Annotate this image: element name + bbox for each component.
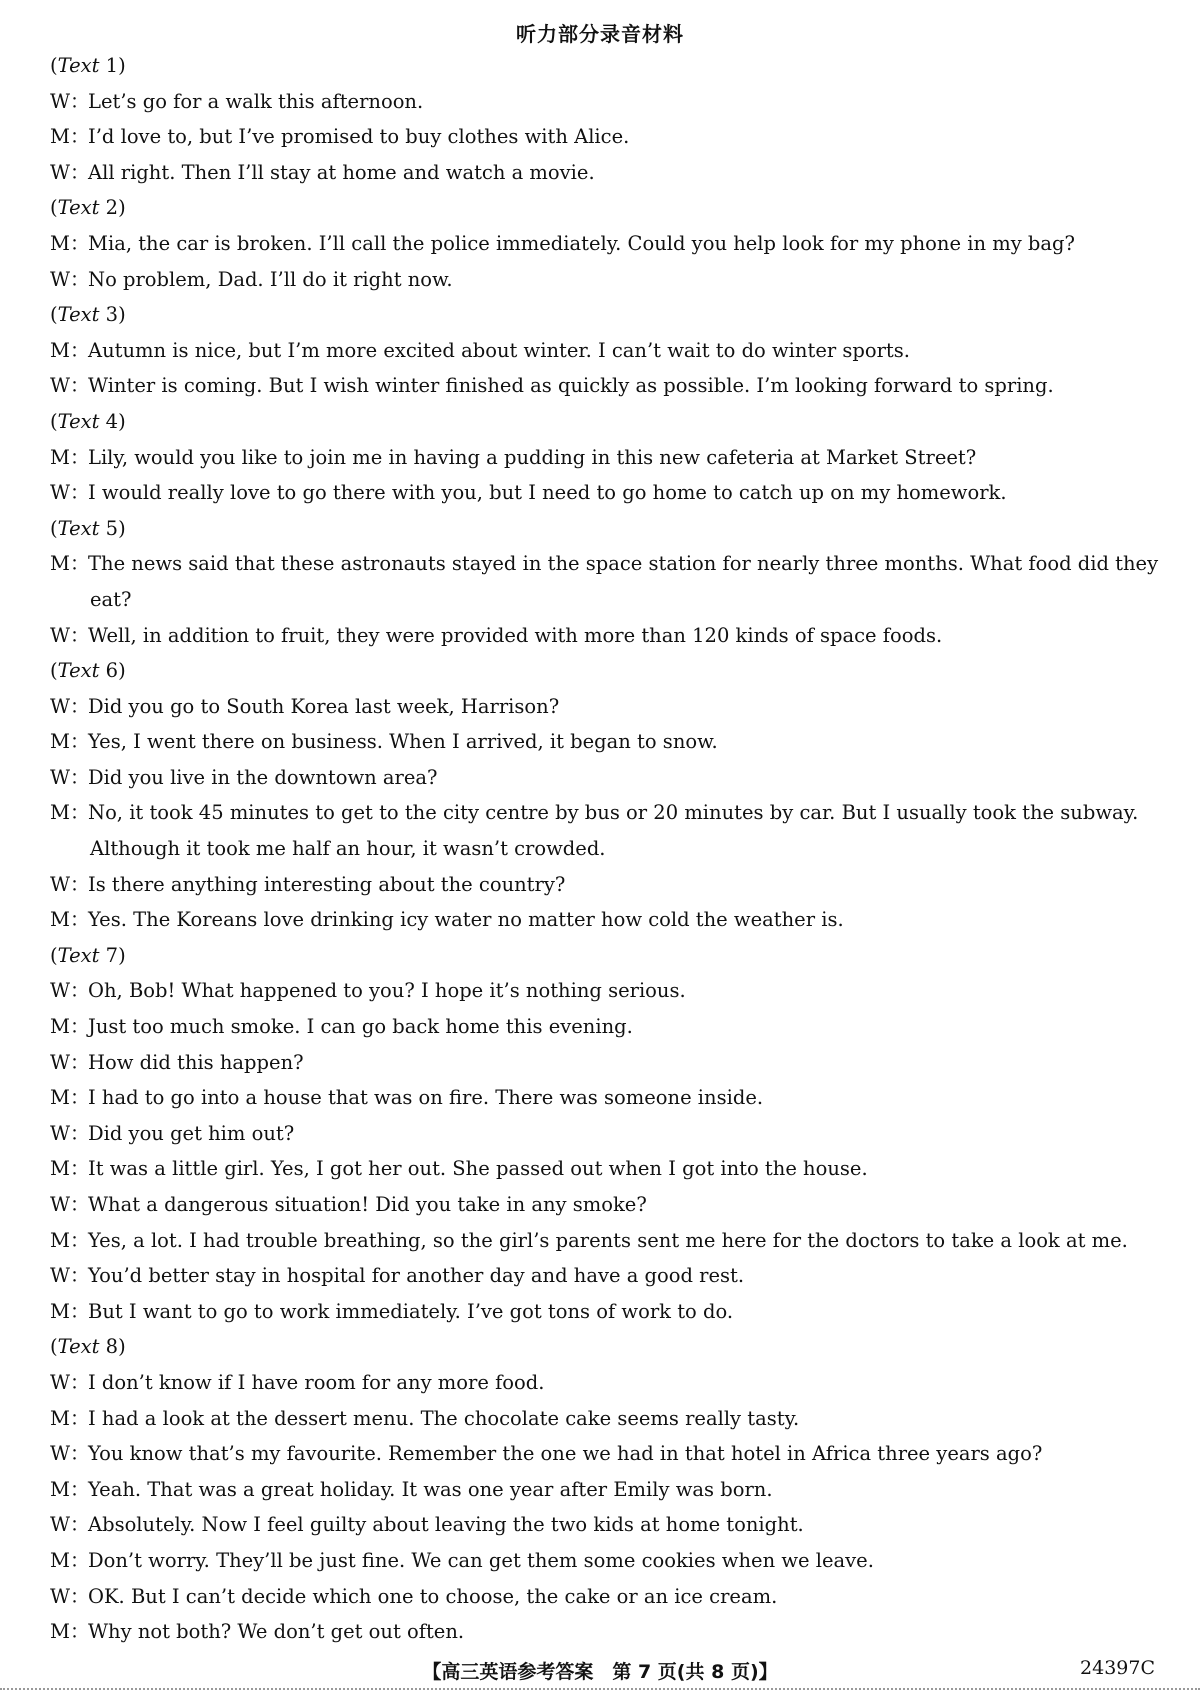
speaker-label: W： xyxy=(50,979,90,1003)
dialogue-line xyxy=(50,1472,1160,1508)
dialogue-text: Yes, a lot. I had trouble breathing, so the girl’s parents sent me here for the doctors to take a look at me. xyxy=(88,1228,1128,1252)
heading-label: Text xyxy=(57,196,100,220)
heading-number: 2) xyxy=(99,196,126,220)
dialogue-text: You know that’s my favourite. Remember the one we had in that hotel in Africa three years ago? xyxy=(88,1442,1043,1466)
speaker-label: M： xyxy=(50,1086,90,1110)
page-title: 听力部分录音材料 xyxy=(516,22,684,46)
heading-label: Text xyxy=(57,516,100,540)
dialogue-line xyxy=(50,1507,1160,1543)
text-section-heading xyxy=(50,938,1160,974)
dialogue-line xyxy=(50,1436,1160,1472)
heading-number: 6) xyxy=(99,659,126,683)
dialogue-line xyxy=(50,1294,1160,1330)
dialogue-line xyxy=(50,475,1160,511)
dialogue-text: But I want to go to work immediately. I’ve got tons of work to do. xyxy=(88,1299,734,1323)
dialogue-text: All right. Then I’ll stay at home and watch a movie. xyxy=(88,160,595,184)
heading-paren: ( xyxy=(50,1335,58,1359)
dialogue-text: It was a little girl. Yes, I got her out. She passed out when I got into the house. xyxy=(88,1157,868,1181)
speaker-label: M： xyxy=(50,338,90,362)
dialogue-line xyxy=(50,1579,1160,1615)
speaker-label: W： xyxy=(50,1513,90,1537)
dialogue-line xyxy=(50,1223,1160,1259)
speaker-label: M： xyxy=(50,1477,90,1501)
dialogue-line xyxy=(50,84,1160,120)
heading-label: Text xyxy=(57,303,100,327)
dialogue-line xyxy=(50,1365,1160,1401)
dialogue-line xyxy=(50,618,1160,654)
dialogue-line xyxy=(50,1543,1160,1579)
dialogue-line xyxy=(50,902,1160,938)
speaker-label: M： xyxy=(50,125,90,149)
dialogue-line xyxy=(50,1614,1160,1650)
dialogue-line xyxy=(50,333,1160,369)
text-section-heading xyxy=(50,511,1160,547)
heading-label: Text xyxy=(57,659,100,683)
dialogue-text: The news said that these astronauts stayed in the space station for nearly three months. What food did they xyxy=(88,552,1159,576)
heading-label: Text xyxy=(57,409,100,433)
dialogue-text: Yeah. That was a great holiday. It was one year after Emily was born. xyxy=(88,1477,773,1501)
dialogue-line xyxy=(50,226,1160,262)
dialogue-text: I had a look at the dessert menu. The chocolate cake seems really tasty. xyxy=(88,1406,800,1430)
dialogue-line xyxy=(50,1151,1160,1187)
dialogue-text: Yes. The Koreans love drinking icy water no matter how cold the weather is. xyxy=(88,908,844,932)
speaker-label: M： xyxy=(50,908,90,932)
speaker-label: W： xyxy=(50,1121,90,1145)
heading-paren: ( xyxy=(50,943,58,967)
text-section-heading xyxy=(50,404,1160,440)
speaker-label: M： xyxy=(50,801,90,825)
dialogue-text: OK. But I can’t decide which one to choose, the cake or an ice cream. xyxy=(88,1584,778,1608)
speaker-label: M： xyxy=(50,1228,90,1252)
text-section-heading xyxy=(50,297,1160,333)
heading-paren: ( xyxy=(50,196,58,220)
bottom-dotted-divider xyxy=(0,1688,1200,1690)
dialogue-line xyxy=(50,546,1160,582)
dialogue-text: What a dangerous situation! Did you take in any smoke? xyxy=(88,1193,647,1216)
speaker-label: M： xyxy=(50,1406,90,1430)
dialogue-text: Mia, the car is broken. I’ll call the police immediately. Could you help look for my phone in my bag? xyxy=(88,231,1075,255)
speaker-label: W： xyxy=(50,481,90,505)
speaker-label: W： xyxy=(50,1264,90,1288)
dialogue-line xyxy=(50,1258,1160,1294)
dialogue-text: How did this happen? xyxy=(88,1050,304,1074)
speaker-label: M： xyxy=(50,445,90,469)
text-section-heading xyxy=(50,48,1160,84)
dialogue-continuation: eat? xyxy=(90,587,132,611)
speaker-label: W： xyxy=(50,1193,90,1216)
dialogue-text: Yes, I went there on business. When I arrived, it began to snow. xyxy=(88,730,718,754)
speaker-label: W： xyxy=(50,694,90,718)
dialogue-text: Did you live in the downtown area? xyxy=(88,765,438,789)
dialogue-text: Let’s go for a walk this afternoon. xyxy=(88,89,424,113)
dialogue-line xyxy=(50,368,1160,404)
speaker-label: W： xyxy=(50,267,90,291)
dialogue-line xyxy=(50,1187,1160,1223)
heading-paren: ( xyxy=(50,659,58,683)
text-section-heading xyxy=(50,190,1160,226)
speaker-label: W： xyxy=(50,1442,90,1466)
dialogue-line xyxy=(50,1401,1160,1437)
dialogue-line xyxy=(50,1080,1160,1116)
heading-paren: ( xyxy=(50,516,58,540)
dialogue-text: No problem, Dad. I’ll do it right now. xyxy=(88,267,453,291)
dialogue-line xyxy=(50,155,1160,191)
dialogue-line xyxy=(50,1009,1160,1045)
speaker-label: M： xyxy=(50,231,90,255)
speaker-label: W： xyxy=(50,1584,90,1608)
heading-number: 3) xyxy=(99,303,126,327)
footer-code: 24397C xyxy=(1080,1657,1155,1679)
speaker-label: W： xyxy=(50,1370,90,1394)
dialogue-text: No, it took 45 minutes to get to the city centre by bus or 20 minutes by car. But I usually took the subway. xyxy=(88,801,1139,825)
dialogue-text: I had to go into a house that was on fire. There was someone inside. xyxy=(88,1086,764,1110)
dialogue-text: Autumn is nice, but I’m more excited about winter. I can’t wait to do winter sports. xyxy=(88,338,910,362)
speaker-label: M： xyxy=(50,552,90,576)
speaker-label: M： xyxy=(50,1620,90,1644)
dialogue-text: Just too much smoke. I can go back home this evening. xyxy=(88,1015,633,1039)
dialogue-text: Why not both? We don’t get out often. xyxy=(88,1620,465,1644)
heading-number: 5) xyxy=(99,516,126,540)
speaker-label: W： xyxy=(50,160,90,184)
heading-number: 4) xyxy=(99,409,126,433)
speaker-label: W： xyxy=(50,623,90,647)
speaker-label: M： xyxy=(50,1299,90,1323)
speaker-label: W： xyxy=(50,872,90,896)
speaker-label: W： xyxy=(50,374,90,398)
dialogue-text: Did you get him out? xyxy=(88,1121,295,1145)
heading-paren: ( xyxy=(50,409,58,433)
dialogue-line xyxy=(50,440,1160,476)
dialogue-line xyxy=(50,1045,1160,1081)
dialogue-text: Winter is coming. But I wish winter finished as quickly as possible. I’m looking forward to spring. xyxy=(88,374,1054,398)
speaker-label: M： xyxy=(50,1015,90,1039)
dialogue-line xyxy=(50,689,1160,725)
dialogue-line xyxy=(50,867,1160,903)
speaker-label: W： xyxy=(50,765,90,789)
dialogue-line xyxy=(50,262,1160,298)
footer-page-info: 【高三英语参考答案 第 7 页(共 8 页)】 xyxy=(422,1661,778,1683)
dialogue-text: Well, in addition to fruit, they were provided with more than 120 kinds of space foods. xyxy=(88,623,943,647)
dialogue-line xyxy=(50,760,1160,796)
heading-label: Text xyxy=(57,1335,100,1359)
speaker-label: M： xyxy=(50,1548,90,1572)
transcript-body xyxy=(50,48,1160,1650)
dialogue-text: You’d better stay in hospital for another day and have a good rest. xyxy=(88,1264,745,1288)
heading-number: 7) xyxy=(99,943,126,967)
heading-paren: ( xyxy=(50,303,58,327)
dialogue-text: Is there anything interesting about the country? xyxy=(88,872,566,896)
speaker-label: M： xyxy=(50,730,90,754)
dialogue-text: Lily, would you like to join me in having a pudding in this new cafeteria at Market Street? xyxy=(88,445,977,469)
dialogue-text: I don’t know if I have room for any more food. xyxy=(88,1370,545,1394)
text-section-heading xyxy=(50,1329,1160,1365)
dialogue-continuation: Although it took me half an hour, it wasn’t crowded. xyxy=(90,837,606,861)
dialogue-text: Oh, Bob! What happened to you? I hope it’s nothing serious. xyxy=(88,979,686,1003)
dialogue-text: Don’t worry. They’ll be just fine. We can get them some cookies when we leave. xyxy=(88,1548,874,1572)
heading-number: 8) xyxy=(99,1335,126,1359)
heading-label: Text xyxy=(57,54,100,77)
heading-paren: ( xyxy=(50,54,58,77)
dialogue-text: Absolutely. Now I feel guilty about leaving the two kids at home tonight. xyxy=(88,1513,804,1537)
dialogue-line xyxy=(50,973,1160,1009)
speaker-label: M： xyxy=(50,1157,90,1181)
text-section-heading xyxy=(50,653,1160,689)
dialogue-line xyxy=(50,795,1160,831)
dialogue-text: Did you go to South Korea last week, Harrison? xyxy=(88,694,560,718)
dialogue-line xyxy=(50,724,1160,760)
speaker-label: W： xyxy=(50,89,90,113)
dialogue-line xyxy=(50,1116,1160,1152)
heading-number: 1) xyxy=(99,54,126,77)
dialogue-text: I’d love to, but I’ve promised to buy clothes with Alice. xyxy=(88,125,630,149)
dialogue-text: I would really love to go there with you, but I need to go home to catch up on my homework. xyxy=(88,481,1007,505)
speaker-label: W： xyxy=(50,1050,90,1074)
dialogue-line xyxy=(50,119,1160,155)
heading-label: Text xyxy=(57,943,100,967)
